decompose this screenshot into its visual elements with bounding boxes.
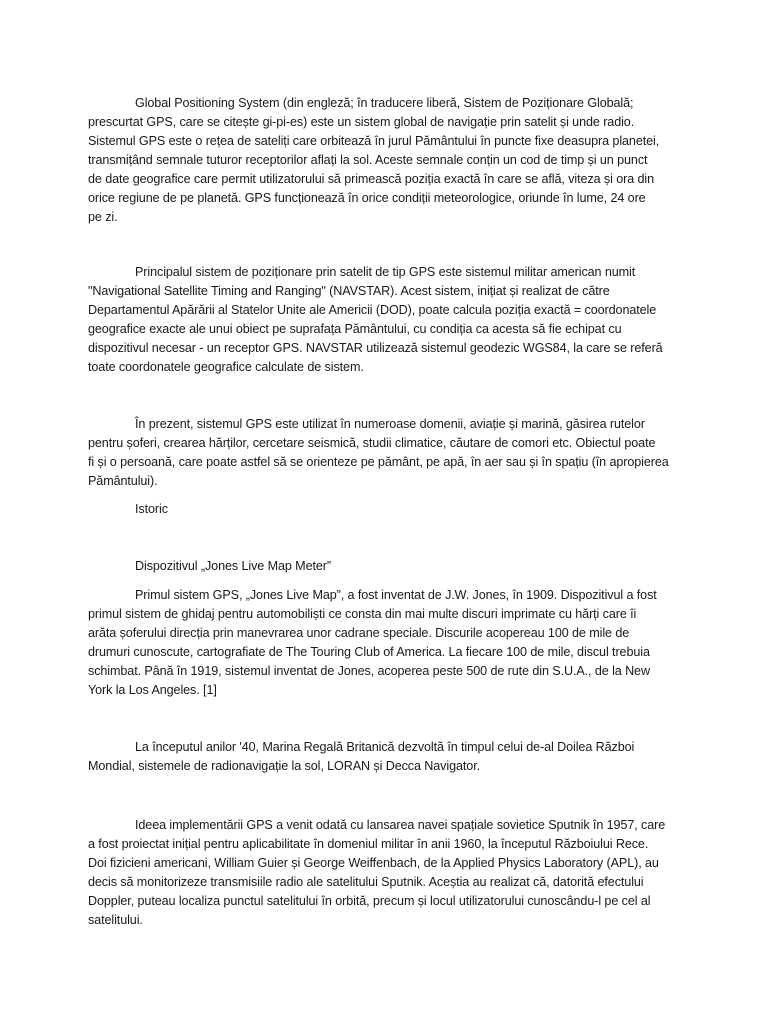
- text-line: Doi fizicieni americani, William Guier și George Weiffenbach, de la Applied Physics Laboratory (APL), au: [88, 856, 659, 870]
- text-line: Primul sistem GPS, „Jones Live Map”, a fost inventat de J.W. Jones, în 1909. Dispozitivul a fost: [135, 588, 657, 602]
- text-line: pe zi.: [88, 210, 118, 224]
- text-line: prescurtat GPS, care se citește gi-pi-es) este un sistem global de navigație prin satelit și unde radio.: [88, 115, 635, 129]
- text-line: Mondial, sistemele de radionavigație la sol, LORAN și Decca Navigator.: [88, 759, 480, 773]
- text-line: de date geografice care permit utilizatorului să primească poziția exactă în care se află, viteza și ora din: [88, 172, 655, 186]
- heading-text: Istoric: [135, 502, 168, 516]
- paragraph-jones: [88, 586, 688, 700]
- text-line: Principalul sistem de poziționare prin satelit de tip GPS este sistemul militar american numit: [135, 265, 636, 279]
- text-line: a fost proiectat inițial pentru aplicabilitate în domeniul militar în anii 1960, la începutul Războiului Rece.: [88, 837, 649, 851]
- text-line: La începutul anilor '40, Marina Regală Britanică dezvoltă în timpul celui de-al Doilea Război: [135, 740, 635, 754]
- text-line: transmițând semnale tuturor receptorilor aflați la sol. Aceste semnale conțin un cod de timp și un punct: [88, 153, 648, 167]
- text-line: primul sistem de ghidaj pentru automobiliști ce consta din mai multe discuri imprimate cu hărți care îi: [88, 607, 637, 621]
- paragraph-intro: [88, 94, 688, 227]
- text-line: schimbat. Până în 1919, sistemul inventat de Jones, acoperea peste 500 de rute din S.U.A., de la New: [88, 664, 650, 678]
- text-line: "Navigational Satellite Timing and Ranging" (NAVSTAR). Acest sistem, inițiat și realizat de către: [88, 284, 610, 298]
- paragraph-loran: [88, 738, 688, 776]
- subheading-text: Dispozitivul „Jones Live Map Meter”: [135, 559, 331, 573]
- text-line: York la Los Angeles. [1]: [88, 683, 217, 697]
- paragraph-sputnik: [88, 816, 688, 930]
- text-line: pentru șoferi, crearea hărților, cercetare seismică, studii climatice, căutare de comori etc. Obiectul poate: [88, 436, 656, 450]
- heading-istoric: [88, 500, 688, 519]
- text-line: Sistemul GPS este o rețea de sateliți care orbitează în jurul Pământului în puncte fixe deasupra planetei,: [88, 134, 660, 148]
- text-line: Doppler, puteau localiza punctul satelitului în orbită, precum și locul utilizatorului cunoscându-l pe cel al: [88, 894, 651, 908]
- text-line: geografice exacte ale unui obiect pe suprafața Pământului, cu condiția ca acesta să fie echipat cu: [88, 322, 622, 336]
- text-line: toate coordonatele geografice calculate de sistem.: [88, 360, 364, 374]
- text-line: orice regiune de pe planetă. GPS funcționează în orice condiții meteorologice, oriunde în lume, 24 ore: [88, 191, 646, 205]
- paragraph-uses: [88, 415, 688, 491]
- text-line: Global Positioning System (din engleză; în traducere liberă, Sistem de Poziționare Globală;: [135, 96, 634, 110]
- text-line: Departamentul Apărării al Statelor Unite ale Americii (DOD), poate calcula poziția exactă = coordonatele: [88, 303, 657, 317]
- text-line: În prezent, sistemul GPS este utilizat în numeroase domenii, aviație și marină, găsirea rutelor: [135, 417, 645, 431]
- text-line: satelitului.: [88, 913, 143, 927]
- text-line: dispozitivul necesar - un receptor GPS. NAVSTAR utilizează sistemul geodezic WGS84, la care se referă: [88, 341, 663, 355]
- text-line: decis să monitorizeze transmisiile radio ale satelitului Sputnik. Aceștia au realizat că, datorită efectului: [88, 875, 644, 889]
- text-line: Ideea implementării GPS a venit odată cu lansarea navei spațiale sovietice Sputnik în 1957, care: [135, 818, 666, 832]
- text-line: Pământului).: [88, 474, 158, 488]
- text-line: fi și o persoană, care poate astfel să se orienteze pe pământ, pe apă, în aer sau și în spațiu (în apropierea: [88, 455, 669, 469]
- subheading-jones-device: [88, 557, 688, 576]
- paragraph-navstar: [88, 263, 688, 377]
- text-line: arăta șoferului direcția prin manevrarea unor cadrane speciale. Discurile acopereau 100 de mile de: [88, 626, 630, 640]
- text-line: drumuri cunoscute, cartografiate de The Touring Club of America. La fiecare 100 de mile, discul trebuia: [88, 645, 650, 659]
